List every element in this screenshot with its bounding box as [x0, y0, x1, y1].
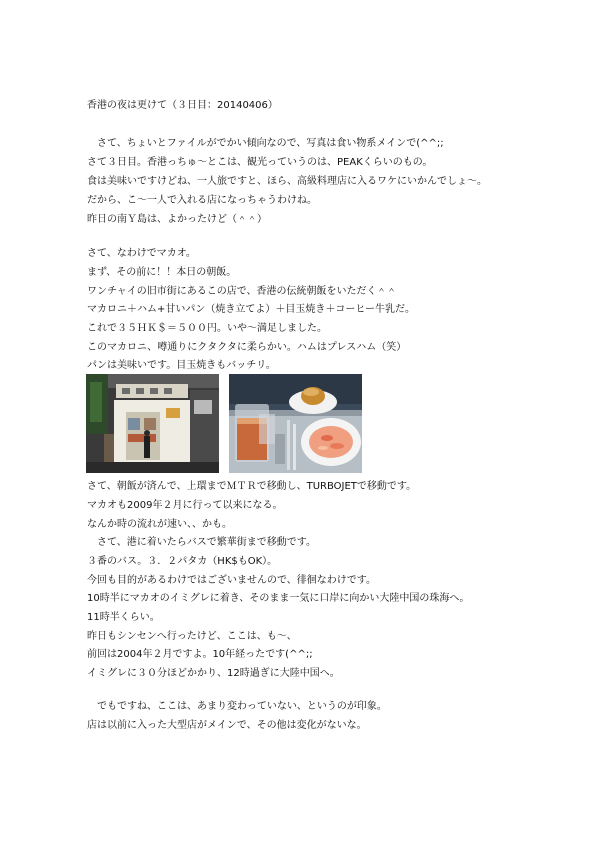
text-line: マカロニ＋ハム+甘いパン（焼き立てよ）＋目玉焼き＋コーヒー牛乳だ。: [87, 304, 415, 315]
breakfast-photo: [229, 374, 362, 473]
text-line: マカオも2009年２月に行って以来になる。: [87, 500, 283, 511]
text-line: 11時半くらい。: [87, 612, 160, 623]
text-line: まず、その前に！！本日の朝飯。: [87, 267, 237, 278]
text-line: 10時半にマカオのイミグレに着き、そのまま一気に口岸に向かい大陸中国の珠海へ。: [87, 593, 470, 604]
shopfront-photo: [86, 374, 219, 473]
text-line: さて、朝飯が済んで、上環までＭＴＲで移動し、TURBOJETで移動です。: [87, 481, 417, 492]
document-title: 香港の夜は更けて（３日目：20140406）: [87, 100, 278, 111]
text-line: 食は美味いですけどね、一人旅ですと、ほら、高級料理店に入るワケにいかんでしょ～。: [87, 176, 487, 187]
text-line: さて３日目。香港っちゅ～とこは、観光っていうのは、PEAKくらいのもの。: [87, 157, 433, 168]
text-line: さて、なわけでマカオ。: [87, 248, 196, 259]
text-line: さて、ちょいとファイルがでかい傾向なので、写真は食い物系メインで(^^;;: [87, 138, 444, 149]
text-line: パンは美味いです。目玉焼きもバッチリ。: [87, 360, 276, 371]
text-line: これで３５ＨＫ＄＝５００円。いや～満足しました。: [87, 323, 327, 334]
text-line: 店は以前に入った大型店がメインで、その他は変化がないな。: [87, 720, 367, 731]
text-line: イミグレに３０分ほどかかり、12時過ぎに大陸中国へ。: [87, 668, 340, 679]
text-line: 昨日の南Ｙ島は、よかったけど（＾＾）: [87, 214, 267, 225]
text-line: このマカロニ、噂通りにクタクタに柔らかい。ハムはプレスハム（笑）: [87, 342, 407, 353]
text-line: ３番のバス。３．２パタカ（HK$もOK）。: [87, 556, 278, 567]
text-line: なんか時の流れが速い、、かも。: [87, 519, 232, 530]
text-line: 昨日もシンセンへ行ったけど、ここは、も～、: [87, 631, 297, 642]
text-line: でもですね、ここは、あまり変わっていない、というのが印象。: [87, 701, 387, 712]
text-line: さて、港に着いたらバスで繁華街まで移動です。: [87, 537, 316, 548]
text-line: 前回は2004年２月ですよ。10年経ったです(^^;;: [87, 649, 313, 660]
text-line: 今回も目的があるわけではございませんので、徘徊なわけです。: [87, 575, 376, 586]
text-line: だから、こ～一人で入れる店になっちゃうわけね。: [87, 195, 317, 206]
text-line: ワンチャイの旧市街にあるこの店で、香港の伝統朝飯をいただく＾＾: [87, 286, 397, 297]
